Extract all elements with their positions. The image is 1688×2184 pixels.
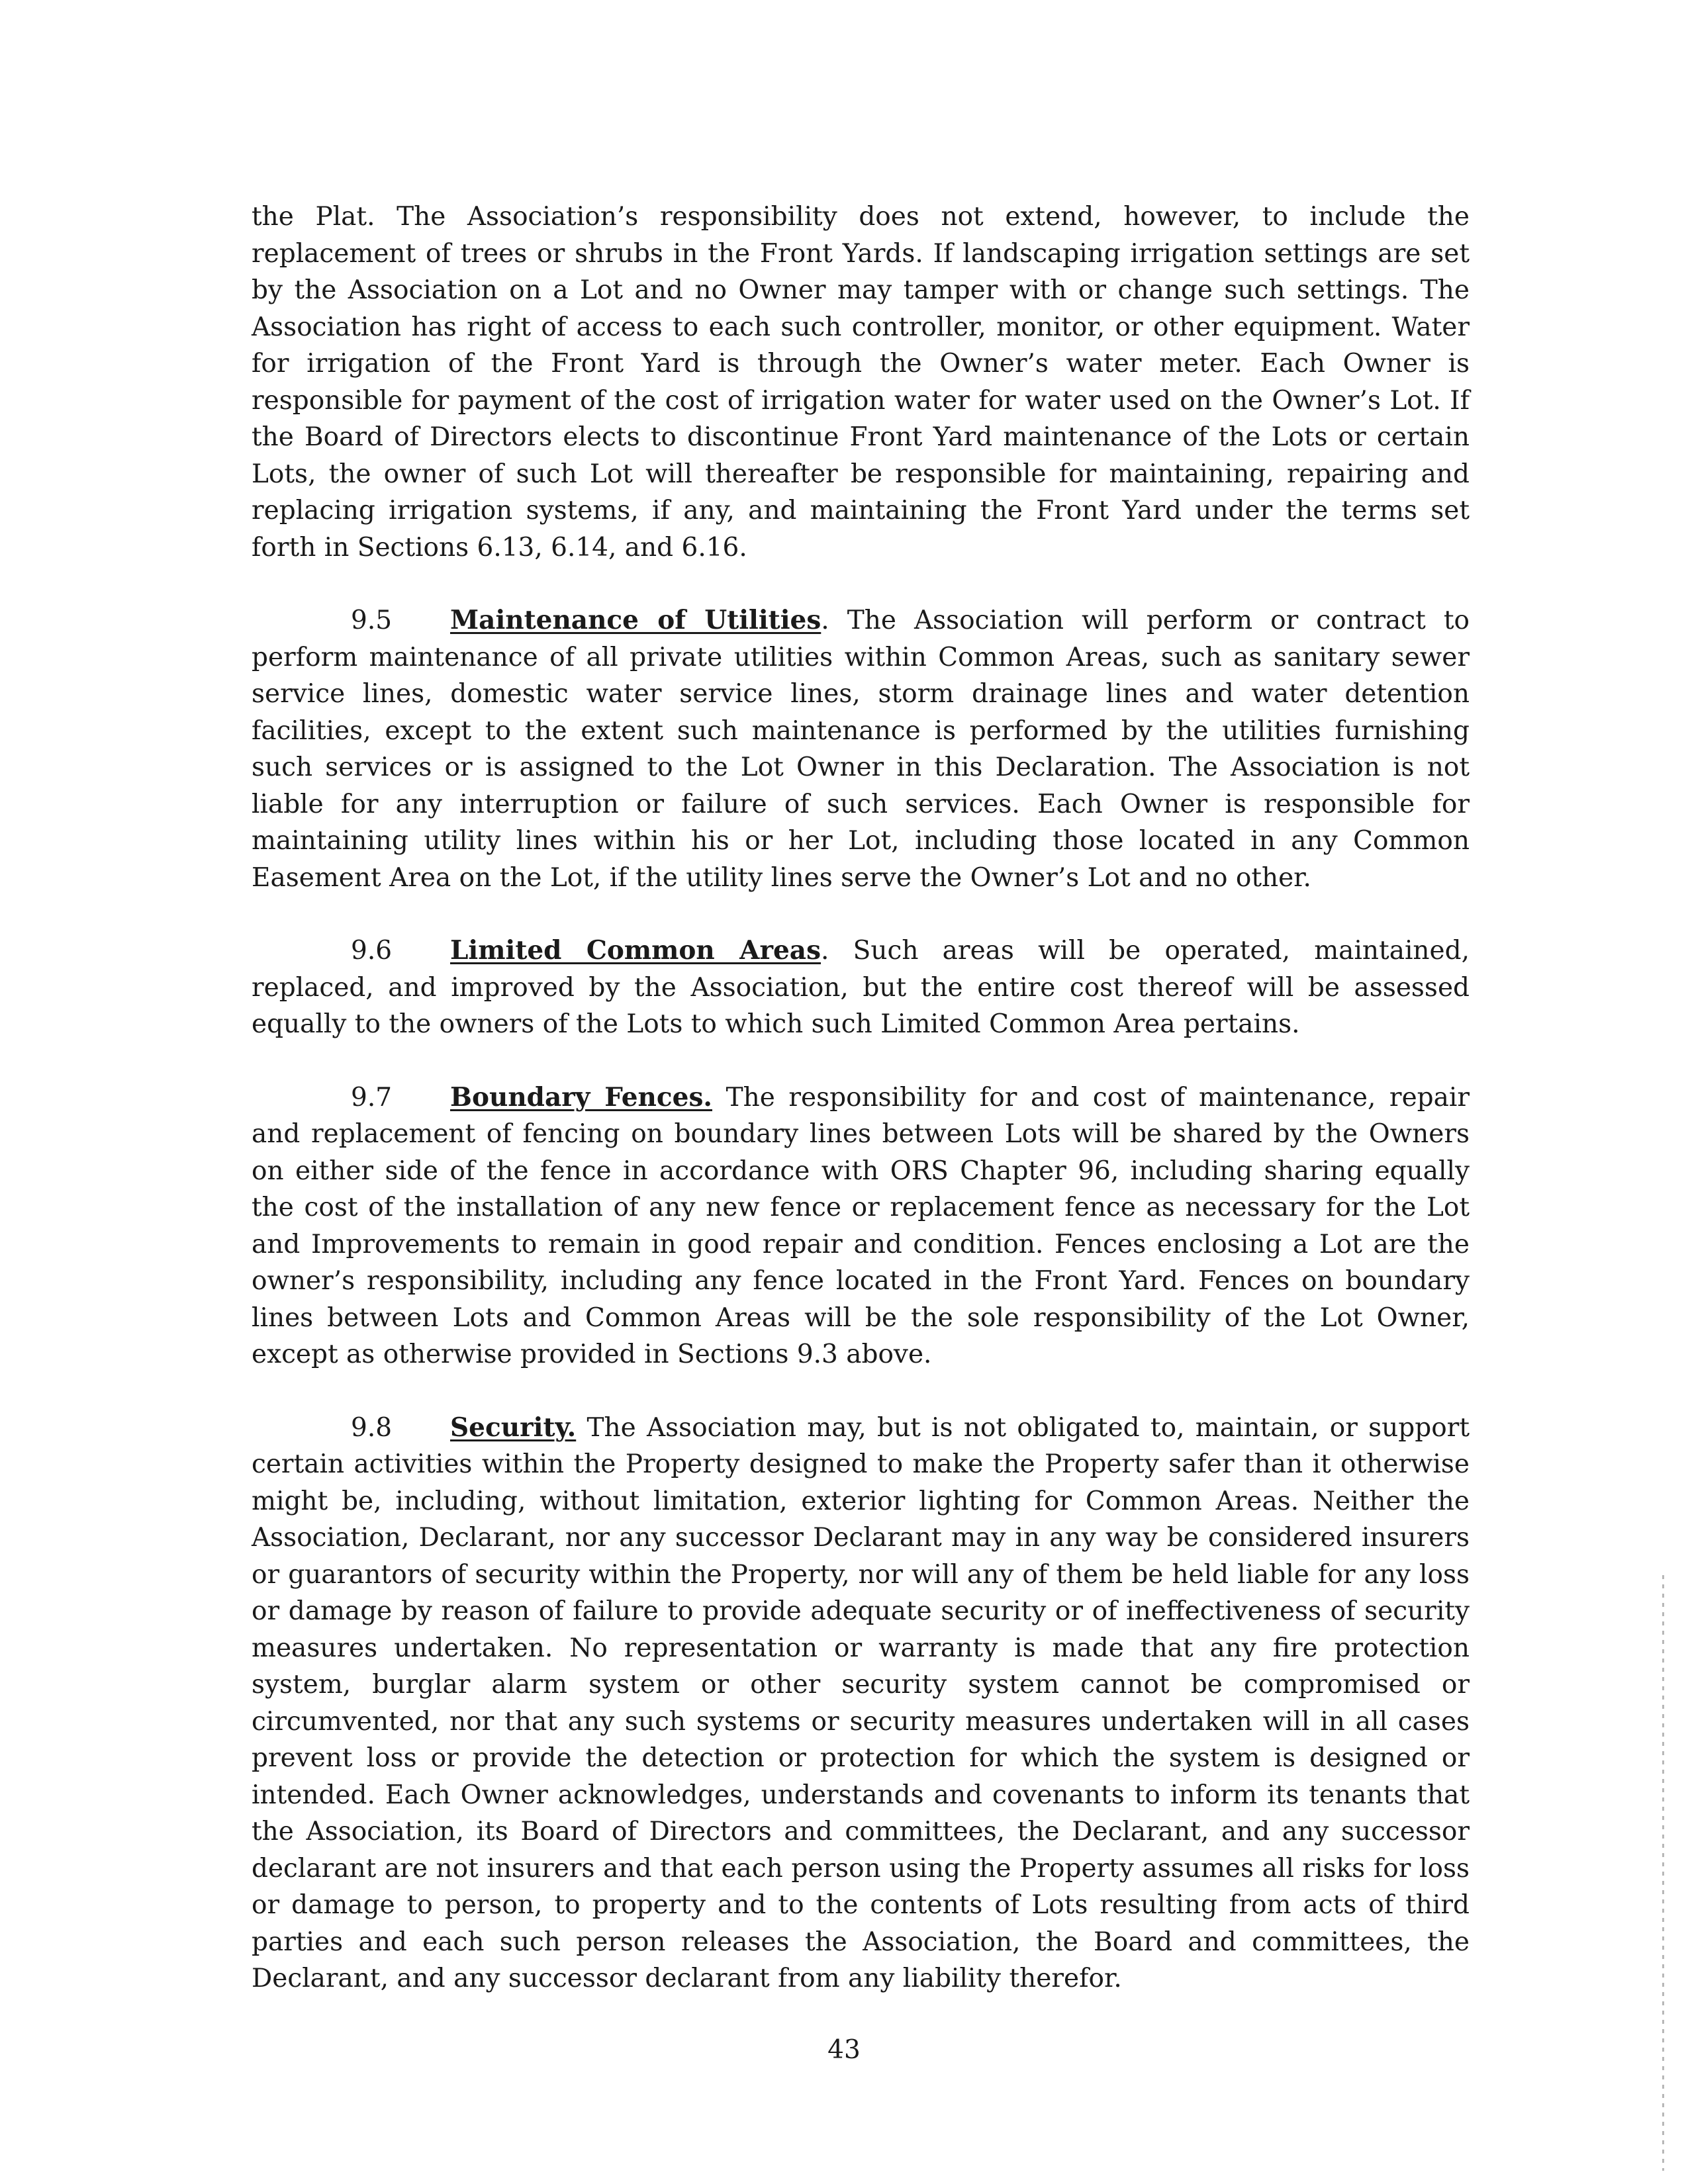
section-title: Security.	[450, 1412, 577, 1443]
section-title: Limited Common Areas	[450, 935, 821, 966]
section-number: 9.5	[351, 606, 393, 635]
section-body: The responsibility for and cost of maintenance, repair and replacement of fencing on boundary lines between Lots will be shared by the Owners on either side of the fence in accordance with ORS Chapter 96, including sharing equally the cost of the installation of any new fence or replacement fence as necessary for the Lot and Improvements to remain in good repair and condition. Fences enclosing a Lot are the owner’s responsibility, including any fence located in the Front Yard. Fences on boundary lines between Lots and Common Areas will be the sole responsibility of the Lot Owner, except as otherwise provided in Sections 9.3 above.	[252, 1082, 1470, 1369]
section-number: 9.6	[351, 936, 393, 966]
section-9-5	[252, 602, 1470, 896]
section-title: Boundary Fences.	[450, 1081, 713, 1113]
document-body	[252, 199, 1470, 2034]
section-9-8	[252, 1410, 1470, 1997]
section-9-6	[252, 933, 1470, 1043]
section-body: Such areas will be operated, maintained, replaced, and improved by the Association, but the entire cost thereof will be assessed equally to the owners of the Lots to which such Limited Common Area pertains.	[252, 936, 1470, 1039]
section-title: Maintenance of Utilities	[450, 605, 821, 635]
section-9-7	[252, 1079, 1470, 1373]
section-title-punct: .	[821, 606, 829, 635]
intro-paragraph: the Plat. The Association’s responsibility does not extend, however, to include the replacement of trees or shrubs in the Front Yards. If landscaping irrigation settings are set by the Association on a Lot and no Owner may tamper with or change such settings. The Association has right of access to each such controller, monitor, or other equipment. Water for irrigation of the Front Yard is through the Owner’s water meter. Each Owner is responsible for payment of the cost of irrigation water for water used on the Owner’s Lot. If the Board of Directors elects to discontinue Front Yard maintenance of the Lots or certain Lots, the owner of such Lot will thereafter be responsible for maintaining, repairing and replacing irrigation systems, if any, and maintaining the Front Yard under the terms set forth in Sections 6.13, 6.14, and 6.16.	[252, 202, 1470, 563]
section-number: 9.7	[351, 1082, 393, 1113]
section-body: The Association will perform or contract to perform maintenance of all private utilities within Common Areas, such as sanitary sewer service lines, domestic water service lines, storm drainage lines and water detention facilities, except to the extent such maintenance is performed by the utilities furnishing such services or is assigned to the Lot Owner in this Declaration. The Association is not liable for any interruption or failure of such services. Each Owner is responsible for maintaining utility lines within his or her Lot, including those located in any Common Easement Area on the Lot, if the utility lines serve the Owner’s Lot and no other.	[252, 606, 1470, 893]
scan-edge-artifact	[1662, 1575, 1664, 2171]
section-body: The Association may, but is not obligated to, maintain, or support certain activities within the Property designed to make the Property safer than it otherwise might be, including, without limitation, exterior lighting for Common Areas. Neither the Association, Declarant, nor any successor Declarant may in any way be considered insurers or guarantors of security within the Property, nor will any of them be held liable for any loss or damage by reason of failure to provide adequate security or of ineffectiveness of security measures undertaken. No representation or warranty is made that any fire protection system, burglar alarm system or other security system cannot be compromised or circumvented, nor that any such systems or security measures undertaken will in all cases prevent loss or provide the detection or protection for which the system is designed or intended. Each Owner acknowledges, understands and covenants to inform its tenants that the Association, its Board of Directors and committees, the Declarant, and any successor declarant are not insurers and that each person using the Property assumes all risks for loss or damage to person, to property and to the contents of Lots resulting from acts of third parties and each such person releases the Association, the Board and committees, the Declarant, and any successor declarant from any liability therefor.	[252, 1412, 1470, 1993]
section-number: 9.8	[351, 1412, 393, 1443]
section-title-punct: .	[821, 936, 829, 966]
page-number: 43	[827, 2035, 861, 2065]
